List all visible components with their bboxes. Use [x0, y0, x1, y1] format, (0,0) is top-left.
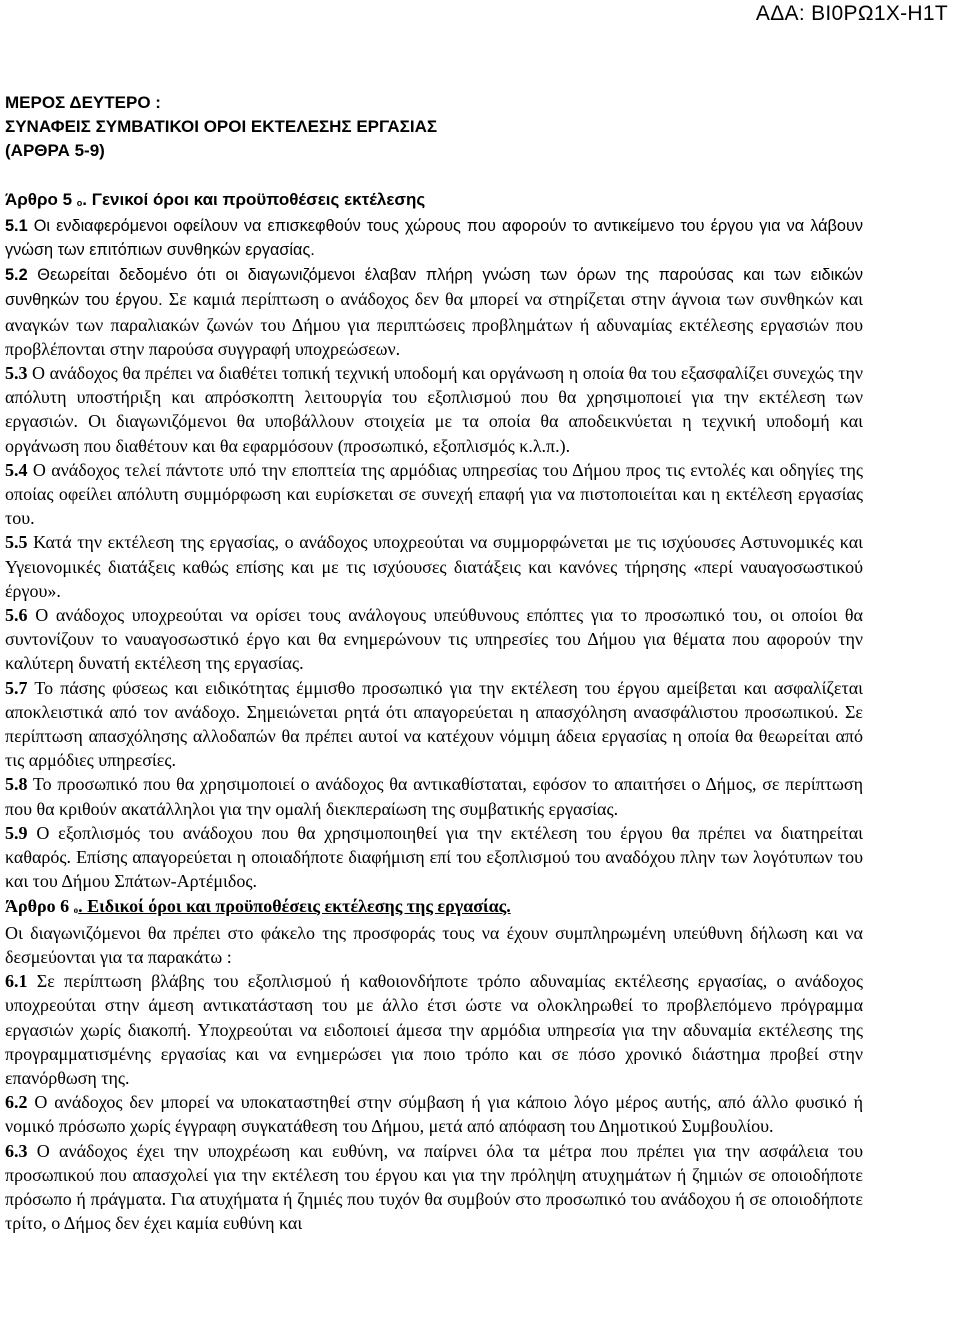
clause-5-1 [5, 214, 863, 262]
clause-number: 5.8 [5, 774, 28, 795]
part-title: ΜΕΡΟΣ ΔΕΥΤΕΡΟ : [5, 93, 161, 112]
article-6-intro: Οι διαγωνιζόμενοι θα πρέπει στο φάκελο της προσφοράς τους να έχουν συμπληρωμένη υπεύθυνη δήλωση και να δεσμεύονται για τα παρακάτω : [5, 922, 863, 967]
article-5-heading-title: . Γενικοί όροι και προϋποθέσεις εκτέλεσης [82, 189, 426, 209]
clause-number: 5.3 [5, 363, 28, 384]
clause-number: 6.2 [5, 1092, 28, 1113]
clause-5-5 [5, 530, 863, 603]
clause-5-3 [5, 361, 863, 458]
clause-5-6 [5, 603, 863, 676]
clause-number: 5.1 [5, 216, 28, 235]
clause-number: 5.2 [5, 266, 28, 285]
article-6-heading [5, 894, 863, 921]
clause-text: Ο ανάδοχος τελεί πάντοτε υπό την εποπτεία της αρμόδιας υπηρεσίας του Δήμου προς τις εντολές και οδηγίες της οποίας οφείλει απόλυτη συμμόρφωση και ευρίσκεται σε συνεχή επαφή για να πιστοποιείται και η εκτέλεση εργασίας του. [5, 459, 863, 529]
document-body [5, 91, 863, 1235]
clause-text: Ο ανάδοχος έχει την υποχρέωση και ευθύνη, να παίρνει όλα τα μέτρα που πρέπει για την ασφάλεια του προσωπικού που απασχολεί για την εκτέλεση του έργου και για την πρόληψη ατυχημάτων ή ζημιών σε οποιοδήποτε πρόσωπο ή πράγματα. Για ατυχήματα ή ζημιές που τυχόν θα συμβούν στο προσωπικό του ανάδοχου ή σε οποιοδήποτε τρίτο, ο Δήμος δεν έχει καμία ευθύνη και [5, 1140, 863, 1234]
article-6-heading-title: . Ειδικοί όροι και προϋποθέσεις εκτέλεσης της εργασίας. [78, 895, 511, 916]
clause-number: 5.4 [5, 459, 28, 480]
clause-5-2 [5, 262, 863, 361]
clause-text: Το πάσης φύσεως και ειδικότητας έμμισθο προσωπικό για την εκτέλεση του έργου αμείβεται και ασφαλίζεται αποκλειστικά από τον ανάδοχο. Σημειώνεται ρητά ότι απαγορεύεται η απασχόληση ανασφάλιστου προσωπικού. Σε περίπτωση απασχόλησης αλλοδαπών θα πρέπει αυτοί να κατέχουν νόμιμη άδεια εργασίας η οποία θα θεωρείται από τις αρμόδιες υπηρεσίες. [5, 677, 863, 771]
clause-number: 6.3 [5, 1140, 28, 1161]
article-6-heading-prefix: Άρθρο 6 [5, 895, 70, 916]
clause-text: Ο εξοπλισμός του ανάδοχου που θα χρησιμοποιηθεί για την εκτέλεση του έργου θα πρέπει να διατηρείται καθαρός. Επίσης απαγορεύεται η οποιαδήποτε διαφήμιση επί του εξοπλισμού του αναδόχου πλην των λογότυπων του και του Δήμου Σπάτων-Αρτέμιδος. [5, 822, 863, 892]
clause-number: 5.5 [5, 532, 28, 553]
article-5-heading [5, 188, 863, 214]
clause-5-7 [5, 676, 863, 773]
clause-text: Το προσωπικό που θα χρησιμοποιεί ο ανάδοχος θα αντικαθίσταται, εφόσον το απαιτήσει ο Δήμος, σε περίπτωση που θα κριθούν ακατάλληλοι για την ομαλή διεκπεραίωση της συμβατικής εργασίας. [5, 774, 863, 819]
clause-text: Σε περίπτωση βλάβης του εξοπλισμού ή καθοιονδήποτε τρόπο αδυναμίας εκτέλεσης εργασίας, ο ανάδοχος υποχρεούται στην άμεση αντικατάσταση του με άλλο έτσι ώστε να ολοκληρωθεί το προβλεπόμενο πρόγραμμα εργασιών χωρίς διακοπή. Υποχρεούται να ειδοποιεί άμεσα την αρμόδια υπηρεσία για την αδυναμία εκτέλεσης της προγραμματισμένης εργασίας και να ενημερώσει για ποιο τρόπο και σε πόσο χρονικό διάστημα προβεί στην επανόρθωση της. [5, 971, 863, 1088]
clause-6-3 [5, 1139, 863, 1236]
part-subtitle: ΣΥΝΑΦΕΙΣ ΣΥΜΒΑΤΙΚΟΙ ΟΡΟΙ ΕΚΤΕΛΕΣΗΣ ΕΡΓΑΣΙΑΣ [5, 117, 438, 137]
clause-number: 5.6 [5, 605, 28, 626]
clause-text: Θεωρείται δεδομένο ότι οι διαγωνιζόμενοι έλαβαν πλήρη γνώση των όρων της παρούσας και των ειδικών συνθηκών του έργου. [5, 266, 863, 310]
clause-text: Κατά την εκτέλεση της εργασίας, ο ανάδοχος υποχρεούται να συμμορφώνεται με τις ισχύουσες Αστυνομικές και Υγειονομικές διατάξεις καθώς επίσης και με τις ισχύουσες διατάξεις και κανόνες τήρησης «περί ναυαγοσωστικού έργου». [5, 532, 863, 601]
clause-6-1 [5, 969, 863, 1090]
clause-number: 6.1 [5, 971, 28, 992]
clause-text: Οι ενδιαφερόμενοι οφείλουν να επισκεφθούν τους χώρους που αφορούν το αντικείμενο του έργου για να λάβουν γνώση των επιτόπιων συνθηκών εργασίας. [5, 216, 863, 260]
clause-6-2 [5, 1090, 863, 1138]
clause-number: 5.7 [5, 677, 28, 698]
ada-label: ΑΔΑ: ΒΙ0ΡΩ1Χ-Η1Τ [755, 2, 948, 25]
clause-text: Ο ανάδοχος υποχρεούται να ορίσει τους ανάλογους υπεύθυνους επόπτες για το προσωπικό του, οι οποίοι θα συντονίζουν το ναυαγοσωστικό έργο και θα ενημερώνουν τις υπηρεσίες του Δήμου για θέματα που αφορούν την καλύτερη δυνατή εκτέλεση της εργασίας. [5, 605, 863, 674]
part-articles-range: (ΑΡΘΡΑ 5-9) [5, 141, 105, 161]
clause-text: Ο ανάδοχος θα πρέπει να διαθέτει τοπική τεχνική υποδομή και οργάνωση η οποία θα του εξασφαλίζει συνεχώς την απόλυτη υποστήριξη και απρόσκοπτη λειτουργία του εξοπλισμού που θα χρησιμοποιεί για την εκτέλεση των εργασιών. Οι διαγωνιζόμενοι θα υποβάλλουν στοιχεία με τα οποία θα αποδεικνύεται η τεχνική υποδομή και οργάνωση που διαθέτουν και θα εφαρμόσουν (προσωπικό, εξοπλισμός κ.λ.π.). [5, 363, 863, 456]
clause-5-8 [5, 772, 863, 820]
clause-number: 5.9 [5, 822, 28, 843]
article-5-ordinal: ο [76, 197, 83, 208]
article-6-ordinal: ο [73, 904, 79, 915]
clause-text-continued: Σε καμιά περίπτωση ο ανάδοχος δεν θα μπορεί να στηρίζεται στην άγνοια των συνθηκών και αναγκών των παραλιακών ζωνών του Δήμου για περιπτώσεις προβλημάτων ή αδυναμίας εκτέλεσης εργασιών που προβλέπονται στην παρούσα συγγραφή υποχρεώσεων. [5, 289, 863, 359]
clause-text: Ο ανάδοχος δεν μπορεί να υποκαταστηθεί στην σύμβαση ή για κάποιο λόγο μέρος αυτής, από άλλο φυσικό ή νομικό πρόσωπο χωρίς έγγραφη συγκατάθεση του Δήμου, μετά από απόφαση του Δημοτικού Συμβουλίου. [5, 1092, 863, 1137]
clause-5-9 [5, 821, 863, 894]
clause-5-4 [5, 458, 863, 531]
article-5-heading-prefix: Άρθρο 5 [5, 189, 73, 209]
